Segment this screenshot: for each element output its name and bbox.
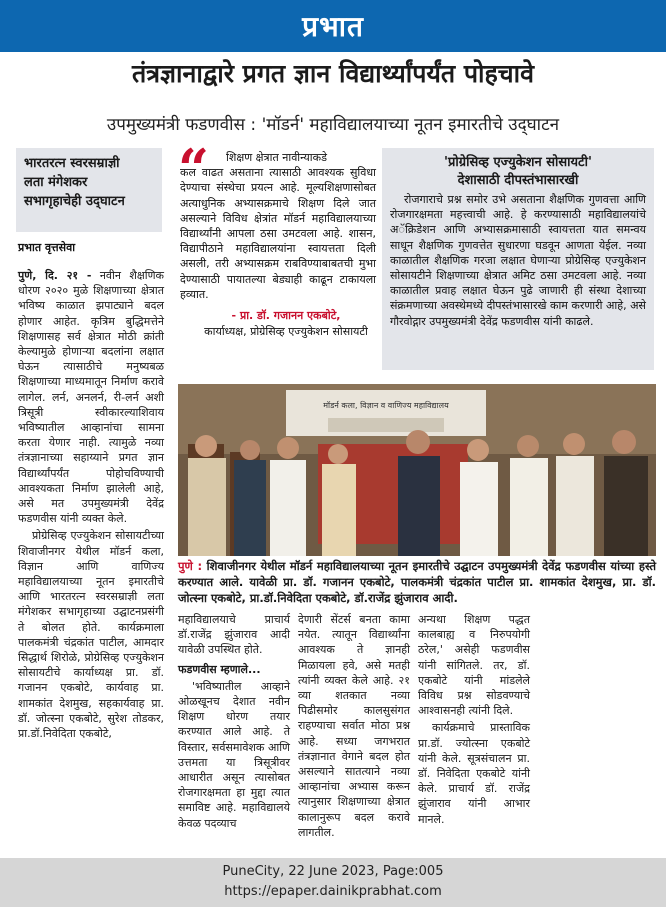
- article-column-4: [418, 612, 530, 829]
- paragraph: कार्यक्रमाचे प्रास्ताविक प्रा.डॉ. ज्योत्स्ना एकबोटे यांनी केले. सूत्रसंचालन प्रा. डॉ. निवेदिता एकबोटे यांनी केले. प्राचार्य डॉ. राजेंद्र झुंजाराव यांनी आभार मानले.: [418, 721, 530, 826]
- footer-url[interactable]: https://epaper.dainikprabhat.com: [224, 884, 442, 899]
- paragraph: देणारी सेंटर्स बनता कामा नयेत. त्यातून विद्यार्थ्यांना आवश्यक ते ज्ञानही मिळायला हवे, असे मतही त्यांनी व्यक्त केले आहे. २१ व्या शतकात नव्या पिढीसमोर कालसुसंगत राहण्याचा सर्वात मोठा प्रश्न आहे. सध्या जगभरात तंत्रज्ञानात वेगाने बदल होत असल्याने सातत्याने नव्या आव्हानांचा अभ्यास करून त्यानुसार शिक्षणाच्या क्षेत्रात कालानुरूप बदल करावे लागतील.: [298, 613, 410, 839]
- quote-text: कल वाढत असताना त्यासाठी आवश्यक सुविधा देण्याचा संस्थेचा प्रयत्न आहे. मूल्यशिक्षणासोबत अत्याधुनिक अभ्यासक्रमाचे शिक्षण दिले जात असल्याने विविध क्षेत्रांत मॉडर्न महाविद्यालयाच्या विद्यार्थ्यांनी आपला ठसा उमटवला आहे. शासन, विद्यापीठाने महाविद्यालयांना स्वायत्तता दिली असली, तरी अभ्यासक्रम राबविण्याबाबतची मुभा देण्यासाठी पायातल्या बेड्याही काढून टाकायला हव्यात.: [180, 166, 376, 301]
- masthead-logo: प्रभात: [302, 10, 364, 43]
- paragraph: प्रोग्रेसिव्ह एज्युकेशन सोसायटीच्या शिवाजीनगर येथील मॉडर्न कला, विज्ञान आणि वाणिज्य महाविद्यालयाच्या नूतन इमारतीचे आणि भारतरत्न स्वरसम्राज्ञी लता मंगेशकर सभागृहाच्या उद्घाटनप्रसंगी ते बोलत होते. कार्यक्रमाला पालकमंत्री चंद्रकांत पाटील, आमदार सिद्धार्थ शिरोळे, प्रोग्रेसिव्ह एज्युकेशन सोसायटीचे कार्याध्यक्ष प्रा. डॉ. गजानन एकबोटे, कार्यवाह प्रा. शामकांत देशमुख, सहकार्यवाह प्रा. डॉ. जोत्स्ना एकबोटे, सुरेश तोडकर, प्रा.डॉ.निवेदिता एकबोटे,: [18, 529, 164, 741]
- subheadline: उपमुख्यमंत्री फडणवीस : 'मॉडर्न' महाविद्यालयाच्या नूतन इमारतीचे उद्‌घाटन: [106, 115, 560, 135]
- article-column-3: [298, 612, 410, 842]
- photo-caption: [178, 558, 656, 606]
- side-box-line-3: सभागृहाचेही उद्‌घाटन: [24, 194, 125, 209]
- section-heading: फडणवीस म्हणाले...: [178, 662, 261, 676]
- footer: [0, 858, 666, 907]
- headline: तंत्रज्ञानाद्वारे प्रगत ज्ञान विद्यार्थ्यांपर्यंत पोहचावे: [131, 59, 535, 88]
- caption-place: पुणे :: [178, 559, 203, 573]
- info-box-title-2: देशासाठी दीपस्तंभासारखी: [457, 173, 579, 188]
- info-box: [382, 148, 654, 370]
- quote-author: [196, 308, 376, 340]
- byline: प्रभात वृत्तसेवा: [18, 241, 76, 254]
- info-box-body: रोजगाराचे प्रश्न समोर उभे असताना शैक्षणिक गुणवत्ता आणि रोजगारक्षमता महत्त्वाची आहे. हे करण्यासाठी महाविद्यालयांचे अॅक्रिडेशन आणि अभ्यासक्रमासाठी स्वायत्तता यात समन्वय साधून शैक्षणिक गुणवत्तेत सुधारणा घडवून आणता येईल. नव्या काळातील शैक्षणिक गरजा लक्षात घेणाऱ्या प्रोग्रेसिव्ह एज्युकेशन सोसायटीने शिक्षणाच्या क्षेत्रात अमिट ठसा उमटवला आहे. नव्या काळातील प्रवाह लक्षात घेऊन पुढे जाणारी ही संस्था देशाच्या संक्रमणाच्या अवस्थेमध्ये दीपस्तंभासारखे काम करणारी आहे, असे गौरवोद्गार उपमुख्यमंत्री देवेंद्र फडणवीस यांनी काढले.: [390, 193, 646, 328]
- side-box: [16, 148, 162, 232]
- paragraph: अन्यथा शिक्षण पद्धत कालबाह्य व निरुपयोगी ठरेल,' असेही फडणवीस यांनी सांगितले. तर, डॉ. एकबोटे यांनी मांडलेले विविध प्रश्न सोडवण्याचे आश्वासनही त्यांनी दिले.: [418, 613, 530, 718]
- masthead: [0, 0, 666, 52]
- photo-banner-text: मॉडर्न कला, विज्ञान व वाणिज्य महाविद्यालय: [323, 401, 449, 410]
- dateline: पुणे, दि. २१ -: [18, 269, 92, 282]
- footer-edition: PuneCity, 22 June 2023, Page:005: [222, 864, 444, 879]
- article-column-2: [178, 612, 290, 833]
- paragraph: 'भविष्यातील आव्हाने ओळखूनच देशात नवीन शिक्षण धोरण तयार करण्यात आले आहे. ते विस्तार, सर्वसमावेशक आणि उत्तमता या त्रिसूत्रीवर आधारीत असून त्यासोबत रोजगारक्षमता हा मुद्दा त्यात समाविष्ट आहे. महाविद्यालये केवळ पदव्याच: [178, 679, 290, 830]
- article-column-1: [18, 268, 164, 743]
- info-box-title-1: 'प्रोग्रेसिव्ह एज्युकेशन सोसायटी': [444, 155, 592, 170]
- paragraph: [18, 268, 164, 526]
- quote-mark-icon: “: [178, 137, 210, 201]
- quote-author-name: - प्रा. डॉ. गजानन एकबोटे,: [231, 309, 341, 322]
- paragraph-text: नवीन शैक्षणिक धोरण २०२० मुळे शिक्षणाच्या क्षेत्रात भविष्य काळात झपाट्याने बदल होणार आहेत. कृत्रिम बुद्धिमत्तेने शिक्षणासह सर्व क्षेत्रात मोठी क्रांती केल्यामुळे होणाऱ्या बदलांना लक्षात घेऊन त्यासाठीचे मनुष्यबळ शिक्षणाच्या माध्यमातून निर्माण करावे लागेल. लर्न, अनलर्न, री-लर्न अशी त्रिसूत्री स्वीकारल्याशिवाय भविष्यातील आव्हानांचा सामना करता येणार नाही. त्यामुळे नव्या तंत्रज्ञानाच्या सहाय्याने प्रगत ज्ञान विद्यार्थ्यांपर्यंत पोहोचविण्याची आवश्यकता निर्माण झालेली आहे, असे मत उपमुख्यमंत्री देवेंद्र फडणवीस यांनी व्यक्त केले.: [18, 269, 164, 526]
- side-box-line-2: लता मंगेशकर: [24, 175, 88, 190]
- event-photo-image: [178, 384, 656, 556]
- paragraph: महाविद्यालयाचे प्राचार्य डॉ.राजेंद्र झुंजाराव आदी यावेळी उपस्थित होते.: [178, 613, 290, 657]
- caption-text: शिवाजीनगर येथील मॉडर्न महाविद्यालयाच्या नूतन इमारतीचे उद्घाटन उपमुख्यमंत्री देवेंद्र फडणवीस यांच्या हस्ते करण्यात आले. यावेळी प्रा. डॉ. गजानन एकबोटे, पालकमंत्री चंद्रकांत पाटील प्रा. शामकांत देशमुख, प्रा. डॉ. जोत्स्ना एकबोटे, प्रा.डॉ.निवेदिता एकबोटे, डॉ.राजेंद्र झुंजाराव आदी.: [178, 559, 656, 605]
- pull-quote: [180, 150, 376, 302]
- quote-first-line: शिक्षण क्षेत्रात नावीन्याकडे: [226, 151, 327, 164]
- quote-author-title: कार्याध्यक्ष, प्रोग्रेसिव्ह एज्युकेशन सोसायटी: [204, 325, 368, 338]
- event-photo: [178, 384, 656, 556]
- side-box-line-1: भारतरत्न स्वरसम्राज्ञी: [24, 156, 120, 171]
